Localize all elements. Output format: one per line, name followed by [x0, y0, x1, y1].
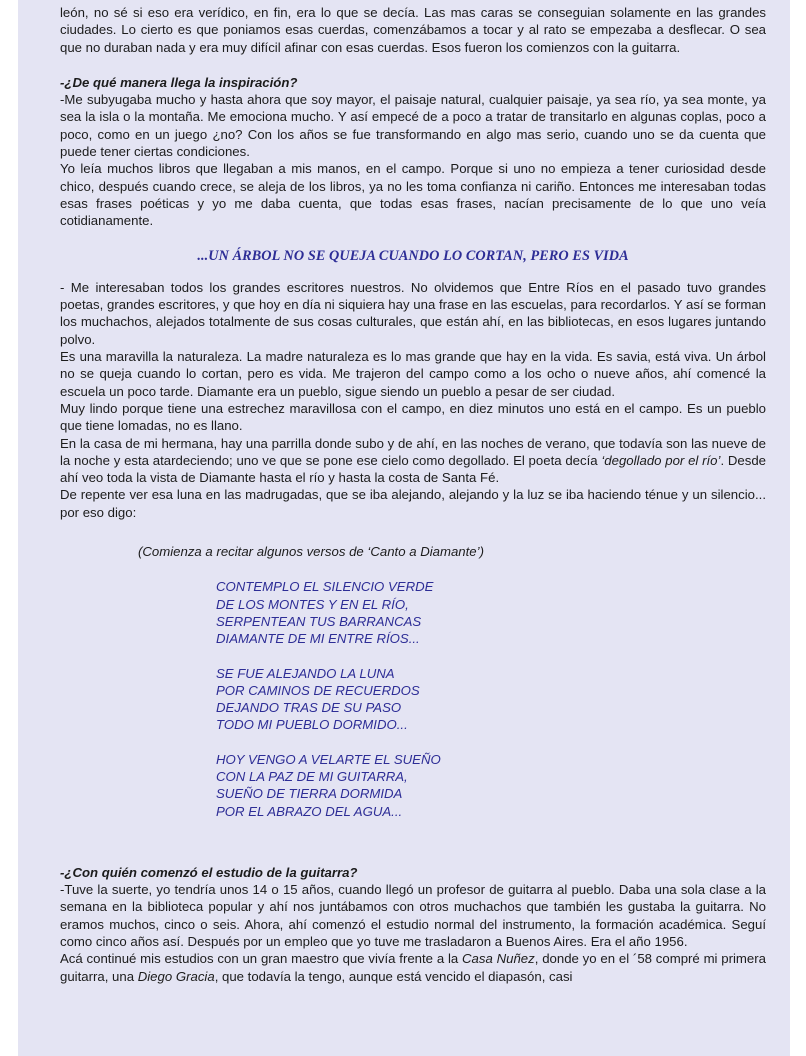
section-heading: ...UN ÁRBOL NO SE QUEJA CUANDO LO CORTAN, PERO ES VIDA — [197, 247, 629, 264]
poem-line: SERPENTEAN TUS BARRANCAS — [216, 613, 422, 629]
quote-emphasis: ‘degollado por el río’ — [601, 452, 721, 468]
poem — [216, 578, 766, 820]
poem-line: HOY VENGO A VELARTE EL SUEÑO — [216, 751, 441, 767]
poem-line: DE LOS MONTES Y EN EL RÍO, — [216, 596, 409, 612]
page-background — [18, 0, 790, 1056]
question-guitar-study: -¿Con quién comenzó el estudio de la guitarra? — [60, 864, 358, 880]
poem-line: POR EL ABRAZO DEL AGUA... — [216, 803, 403, 819]
poem-line: SUEÑO DE TIERRA DORMIDA — [216, 786, 403, 802]
section-paragraph: De repente ver esa luna en las madrugadas, que se iba alejando, alejando y la luz se iba haciendo ténue y un silencio... por eso digo: — [60, 487, 766, 520]
store-name: Casa Nuñez — [462, 951, 535, 967]
poem-line: CONTEMPLO EL SILENCIO VERDE — [216, 579, 434, 595]
poem-line: POR CAMINOS DE RECUERDOS — [216, 682, 420, 698]
poem-line: SE FUE ALEJANDO LA LUNA — [216, 665, 395, 681]
text-run: . Desde ahí veo toda la vista de Diamante hasta el río y hasta la costa de Santa Fé. — [60, 452, 766, 486]
answer-paragraph — [60, 950, 766, 985]
recite-note: (Comienza a recitar algunos versos de ‘Canto a Diamante’) — [138, 544, 484, 560]
section-paragraph: - Me interesaban todos los grandes escritores nuestros. No olvidemos que Entre Ríos en el pasado tuvo grandes poetas, grandes escritores, y que hoy en día ni siquiera hay una frase en las escuelas, para recordarlos. Y así se forman los muchachos, alejados totalmente de sus cosas culturales, que están ahí, en las bibliotecas, en esos lugares juntando polvo. — [60, 279, 766, 347]
question-inspiration: -¿De qué manera llega la inspiración? — [60, 74, 298, 90]
text-run: En la casa de mi hermana, hay una parrilla donde subo y de ahí, en las noches de verano, que todavía son las nueve de la noche y esta atardeciendo; uno ve que se pone ese cielo como degollado. El poeta decía — [60, 435, 766, 468]
text-run: , donde yo en el ´58 compré mi primera guitarra, una — [60, 951, 766, 984]
poem-line: DEJANDO TRAS DE SU PASO — [216, 700, 402, 716]
poem-stanza — [216, 578, 766, 647]
answer-paragraph: Yo leía muchos libros que llegaban a mis manos, en el campo. Porque si uno no empieza a tener curiosidad desde chico, después cuando crece, se aleja de los libros, ya no les toma confianza ni cariño. Entonces me interesaban todas esas frases poéticas y yo me daba cuenta, que todas esas frases, nacían precisamente de lo que uno veía cotidianamente. — [60, 161, 766, 229]
article-body — [60, 4, 766, 985]
text-run: , que todavía la tengo, aunque está vencido el diapasón, casi — [214, 968, 573, 984]
text-run: Acá continué mis estudios con un gran maestro que vivía frente a la — [60, 951, 463, 967]
answer-paragraph: -Me subyugaba mucho y hasta ahora que soy mayor, el paisaje natural, cualquier paisaje, ya sea río, ya sea monte, ya sea la isla o la montaña. Me emociona mucho. Y así empecé de a poco a tratar de transitarlo en algunas coplas, poco a poco, como en un juego ¿no? Con los años se fue transformando en algo mas serio, cuando uno se da cuenta que puede tener ciertas condiciones. — [60, 92, 766, 160]
poem-stanza — [216, 751, 766, 820]
poem-line: DIAMANTE DE MI ENTRE RÍOS... — [216, 631, 420, 647]
intro-paragraph: león, no sé si eso era verídico, en fin, era lo que se decía. Las mas caras se conseguian solamente en las grandes ciudades. Lo cierto es que poniamos esas cuerdas, comenzábamos a tocar y al rato se empezaba a desflecar. O sea que no duraban nada y era muy difícil afinar con esas cuerdas. Esos fueron los comienzos con la guitarra. — [60, 5, 766, 55]
guitar-brand: Diego Gracia — [137, 968, 215, 984]
answer-paragraph: -Tuve la suerte, yo tendría unos 14 o 15 años, cuando llegó un profesor de guitarra al pueblo. Daba una sola clase a la semana en la biblioteca popular y ahí nos juntábamos con otros muchachos que también les gustaba la guitarra. No eramos muchos, cinco o seis. Ahora, ahí comenzó el estudio normal del instrumento, la formación académica. Seguí como cinco años así. Después por un empleo que yo tuve me trasladaron a Buenos Aires. Era el año 1956. — [60, 882, 766, 950]
poem-stanza — [216, 665, 766, 734]
section-paragraph: Muy lindo porque tiene una estrechez maravillosa con el campo, en diez minutos uno está en el campo. Es un pueblo que tiene lomadas, no es llano. — [60, 400, 766, 434]
section-paragraph — [60, 435, 766, 487]
section-paragraph: Es una maravilla la naturaleza. La madre naturaleza es lo mas grande que hay en la vida. Es savia, está viva. Un árbol no se queja cuando lo cortan, pero es vida. Me trajeron del campo como a los ocho o nueve años, ahí comencé la escuela un poco tarde. Diamante era un pueblo, sigue siendo un pueblo a pesar de ser ciudad. — [60, 349, 766, 399]
poem-line: TODO MI PUEBLO DORMIDO... — [216, 717, 408, 733]
poem-line: CON LA PAZ DE MI GUITARRA, — [216, 768, 408, 784]
